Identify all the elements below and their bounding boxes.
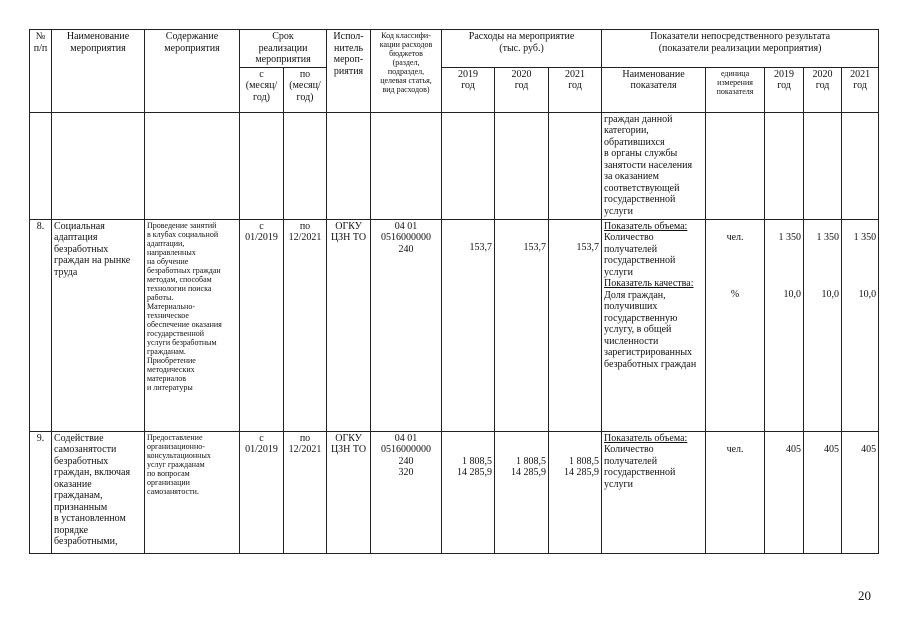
row-executor: ОГКУ ЦЗН ТО bbox=[327, 431, 371, 553]
header-num: № п/п bbox=[30, 30, 52, 113]
table-row bbox=[30, 219, 879, 431]
header-period: Срок реализации мероприятия bbox=[240, 30, 327, 68]
header-exp-2019: 2019 год bbox=[442, 67, 495, 112]
header-code: Код классифи- кации расходов бюджетов (раздел, подраздел, целевая статья, вид расходов) bbox=[371, 30, 442, 113]
header-period-to: по (месяц/ год) bbox=[284, 67, 327, 112]
header-ind-2020: 2020 год bbox=[804, 67, 842, 112]
indicator-quality-2020: 10,0 bbox=[821, 289, 840, 300]
indicator-volume-2019: 1 350 bbox=[778, 231, 802, 243]
row-exp-2020: 1 808,5 14 285,9 bbox=[495, 431, 549, 553]
table-row bbox=[30, 431, 879, 553]
header-executor: Испол- нитель мероп- риятия bbox=[327, 30, 371, 113]
header-ind-2021: 2021 год bbox=[842, 67, 879, 112]
indicator-quality-label: Показатель качества: bbox=[604, 278, 694, 289]
row-ind-units bbox=[706, 431, 765, 553]
header-ind-name: Наименование показателя bbox=[602, 67, 706, 112]
indicator-volume-2020: 405 bbox=[824, 443, 840, 455]
indicator-quality-unit: % bbox=[730, 289, 740, 300]
indicator-volume-2019: 405 bbox=[786, 443, 802, 455]
row-exp-2021: 1 808,5 14 285,9 bbox=[549, 431, 602, 553]
row-ind-2020 bbox=[804, 431, 842, 553]
continuation-row bbox=[30, 112, 879, 219]
row-ind-2021 bbox=[842, 431, 879, 553]
indicator-volume-unit: чел. bbox=[726, 231, 744, 243]
row-indicators bbox=[602, 431, 706, 553]
row-exp-2020: 153,7 bbox=[495, 219, 549, 431]
row-num: 9. bbox=[30, 431, 52, 553]
indicator-volume-2020: 1 350 bbox=[816, 231, 840, 243]
row-code: 04 01 0516000000 240 320 bbox=[371, 431, 442, 553]
row-name: Социальная адаптация безработных граждан на рынке труда bbox=[52, 219, 145, 431]
header-expenses: Расходы на мероприятие (тыс. руб.) bbox=[442, 30, 602, 68]
header-row-1 bbox=[30, 30, 879, 68]
row-executor: ОГКУ ЦЗН ТО bbox=[327, 219, 371, 431]
header-name: Наименование мероприятия bbox=[52, 30, 145, 113]
indicator-quality-text: Доля граждан, получивших государственную услугу, в общей численности зарегистрированных безработных граждан bbox=[604, 289, 697, 370]
indicator-volume-2021: 405 bbox=[861, 443, 877, 455]
row-content: Предоставление организационно- консультационных услуг гражданам по вопросам организации самозанятости. bbox=[145, 431, 240, 553]
header-ind-unit: единица измерения показателя bbox=[706, 67, 765, 112]
row-exp-2021: 153,7 bbox=[549, 219, 602, 431]
row-num: 8. bbox=[30, 219, 52, 431]
header-indicators: Показатели непосредственного результата (показатели реализации мероприятия) bbox=[602, 30, 879, 68]
continuation-indicator-text: граждан данной категории, обратившихся в органы службы занятости населения за оказанием соответствующей государственной услуги bbox=[602, 112, 706, 219]
indicator-quality-2019: 10,0 bbox=[783, 289, 802, 300]
row-to: по 12/2021 bbox=[284, 219, 327, 431]
row-from: с 01/2019 bbox=[240, 431, 284, 553]
row-name: Содействие самозанятости безработных граждан, включая оказание гражданам, признанным в установленном порядке безработными, bbox=[52, 431, 145, 553]
row-exp-2019: 1 808,5 14 285,9 bbox=[442, 431, 495, 553]
row-code: 04 01 0516000000 240 bbox=[371, 219, 442, 431]
row-to: по 12/2021 bbox=[284, 431, 327, 553]
row-indicators bbox=[602, 219, 706, 431]
row-ind-2021 bbox=[842, 219, 879, 431]
indicator-volume-unit: чел. bbox=[726, 443, 744, 455]
row-ind-2020 bbox=[804, 219, 842, 431]
page-number: 20 bbox=[858, 588, 871, 603]
indicator-volume-label: Показатель объема: bbox=[604, 220, 688, 232]
row-ind-2019 bbox=[765, 431, 804, 553]
row-exp-2019: 153,7 bbox=[442, 219, 495, 431]
indicator-volume-label: Показатель объема: bbox=[604, 432, 688, 444]
row-ind-units bbox=[706, 219, 765, 431]
header-period-from: с (месяц/ год) bbox=[240, 67, 284, 112]
row-ind-2019 bbox=[765, 219, 804, 431]
header-exp-2021: 2021 год bbox=[549, 67, 602, 112]
row-from: с 01/2019 bbox=[240, 219, 284, 431]
indicator-volume-2021: 1 350 bbox=[853, 231, 877, 243]
indicator-quality-2021: 10,0 bbox=[858, 289, 877, 300]
indicator-volume-text: Количество получателей государственной услуги bbox=[604, 232, 676, 278]
indicator-volume-text: Количество получателей государственной услуги bbox=[604, 444, 676, 490]
header-exp-2020: 2020 год bbox=[495, 67, 549, 112]
row-content: Проведение занятий в клубах социальной адаптации, направленных на обучение безработных граждан методам, способам технологии поиска работы. Материально- техническое обеспечение оказания государственной услуги безработным гражданам. Приобретение методических материалов и литературы bbox=[145, 219, 240, 431]
header-content: Содержание мероприятия bbox=[145, 30, 240, 113]
measures-table bbox=[29, 29, 879, 554]
header-ind-2019: 2019 год bbox=[765, 67, 804, 112]
